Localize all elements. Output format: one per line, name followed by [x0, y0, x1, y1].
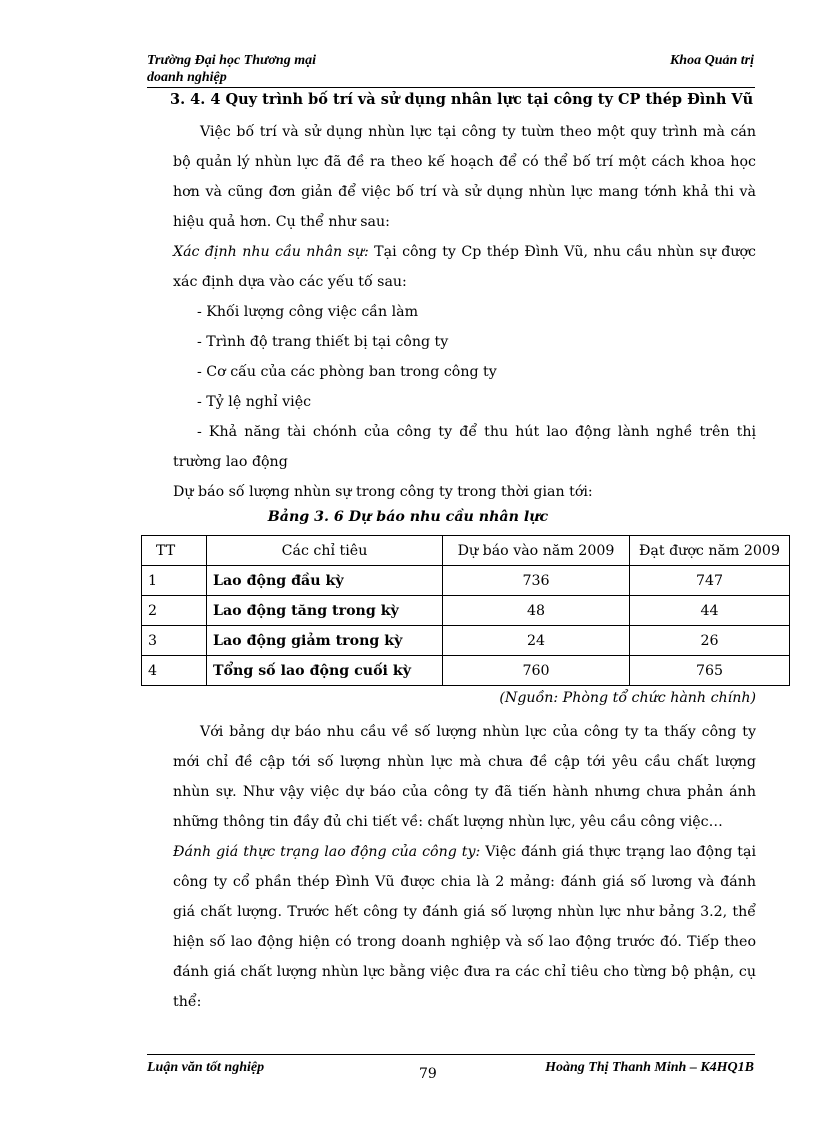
- table-caption: Bảng 3. 6 Dự báo nhu cầu nhân lực: [267, 509, 549, 525]
- table-cell: 736: [443, 566, 630, 596]
- list-item: - Khả năng tài chónh của công ty để thu hút lao động lành nghề trên thị trường lao động: [173, 424, 756, 470]
- paragraph-assessment-lead: Đánh giá thực trạng lao động của công ty:: [173, 844, 481, 860]
- table-header-forecast: Dự báo vào năm 2009: [443, 536, 630, 566]
- list-item: - Khối lượng công việc cần làm: [197, 304, 419, 320]
- paragraph-assessment-text: Việc đánh giá thực trạng lao động tại công ty cổ phần thép Đình Vũ được chia là 2 mảng: đánh giá số lương và đánh giá chất lượng. Trước hết công ty đánh giá số lượng nhùn lực như bảng 3.2, thể hiện số lao động hiện có trong doanh nghiệp và số lao động trước đó. Tiếp theo đánh giá chất lượng nhùn lực bằng việc đưa ra các chỉ tiêu cho từng bộ phận, cụ thể:: [173, 844, 756, 1010]
- paragraph-needs-lead: Xác định nhu cầu nhân sự:: [173, 244, 369, 260]
- list-item: - Tỷ lệ nghỉ việc: [197, 394, 312, 410]
- header-divider: [147, 87, 755, 88]
- page-number: 79: [419, 1066, 437, 1082]
- forecast-intro: Dự báo số lượng nhùn sự trong công ty trong thời gian tới:: [173, 484, 593, 500]
- table-cell: 26: [630, 626, 790, 656]
- table-cell: 3: [142, 626, 207, 656]
- table-cell: 24: [443, 626, 630, 656]
- header-faculty: Khoa Quản trị: [669, 53, 754, 68]
- table-header-actual: Đạt được năm 2009: [630, 536, 790, 566]
- table-row: [142, 596, 790, 626]
- table-source: (Nguồn: Phòng tổ chức hành chính): [499, 690, 756, 706]
- footer-divider: [147, 1054, 755, 1055]
- list-item: - Cơ cấu của các phòng ban trong công ty: [197, 364, 497, 380]
- table-header-indicator: Các chỉ tiêu: [207, 536, 443, 566]
- section-title: 3. 4. 4 Quy trình bố trí và sử dụng nhân lực tại công ty CP thép Đình Vũ: [170, 91, 754, 108]
- table-cell: Lao động đầu kỳ: [207, 566, 443, 596]
- table-header-row: [142, 536, 790, 566]
- table-cell: 760: [443, 656, 630, 686]
- table-cell: Lao động tăng trong kỳ: [207, 596, 443, 626]
- table-cell: 4: [142, 656, 207, 686]
- footer-author: Hoàng Thị Thanh Minh – K4HQ1B: [545, 1060, 754, 1075]
- table-cell: 48: [443, 596, 630, 626]
- table-row: [142, 656, 790, 686]
- list-item: - Trình độ trang thiết bị tại công ty: [197, 334, 449, 350]
- header-school: [147, 52, 407, 86]
- forecast-table: [141, 535, 790, 686]
- table-cell: 765: [630, 656, 790, 686]
- paragraph-needs: [173, 237, 756, 297]
- table-row: [142, 626, 790, 656]
- table-cell: 44: [630, 596, 790, 626]
- table-cell: 747: [630, 566, 790, 596]
- table-row: [142, 566, 790, 596]
- table-cell: 2: [142, 596, 207, 626]
- paragraph-needs-text: Tại công ty Cp thép Đình Vũ, nhu cầu nhùn sự được xác định dựa vào các yếu tố sau:: [173, 244, 756, 290]
- table-cell: Lao động giảm trong kỳ: [207, 626, 443, 656]
- header-school-line1: Trường Đại học Thương mại: [147, 53, 316, 68]
- bullet-list: [197, 297, 756, 417]
- table-header-tt: TT: [142, 536, 207, 566]
- table-cell: Tổng số lao động cuối kỳ: [207, 656, 443, 686]
- table-cell: 1: [142, 566, 207, 596]
- footer-thesis: Luận văn tốt nghiệp: [147, 1060, 265, 1075]
- paragraph-forecast-analysis: Với bảng dự báo nhu cầu về số lượng nhùn lực của công ty ta thấy công ty mới chỉ đề cập tới số lượng nhùn lực mà chưa đề cập tới yêu cầu chất lượng nhùn sự. Như vậy việc dự báo của công ty đã tiến hành nhưng chưa phản ánh những thông tin đầy đủ chi tiết về: chất lượng nhùn lực, yêu cầu công việc…: [173, 724, 756, 830]
- header-school-line2: doanh nghiệp: [147, 70, 227, 85]
- paragraph-intro: Việc bố trí và sử dụng nhùn lực tại công ty tuừn theo một quy trình mà cán bộ quản lý nhùn lực đã đề ra theo kế hoạch để có thể bố trí một cách khoa học hơn và cũng đơn giản để việc bố trí và sử dụng nhùn lực mang tớnh khả thi và hiệu quả hơn. Cụ thể như sau:: [173, 124, 756, 230]
- paragraph-assessment: [173, 837, 756, 1017]
